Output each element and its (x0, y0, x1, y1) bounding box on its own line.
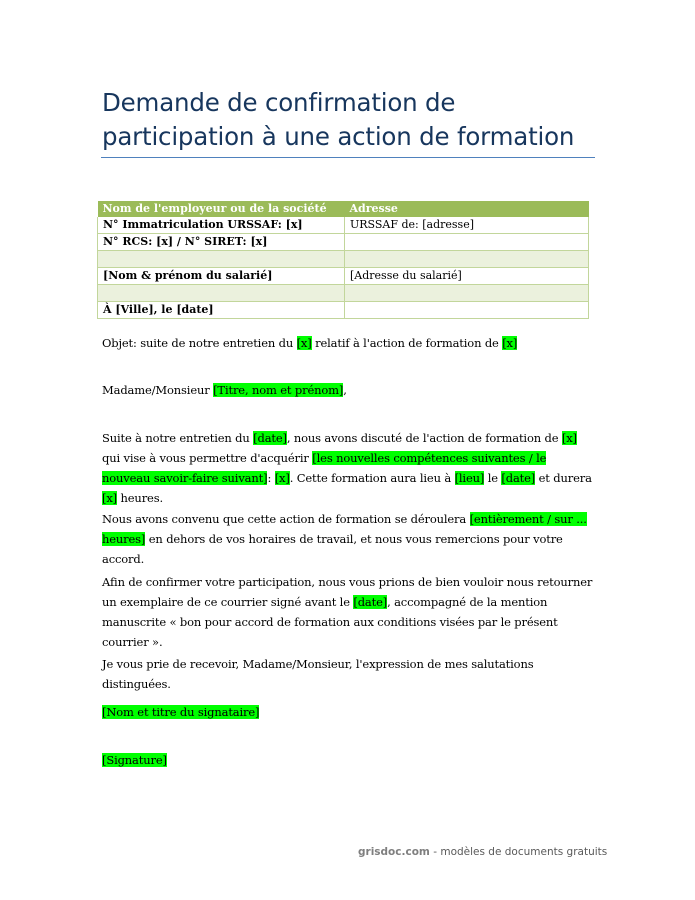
paragraph-text: heures. (117, 491, 163, 505)
salutation-line (102, 380, 597, 400)
placeholder-highlight: [date] (253, 431, 287, 445)
placeholder-highlight: [date] (353, 595, 388, 609)
paragraph-text: . Cette formation aura lieu à (289, 471, 455, 485)
placeholder-highlight: [lieu] (454, 471, 485, 485)
paragraph-text: Suite à notre entretien du (102, 431, 254, 445)
signatory-line (102, 702, 597, 722)
paragraph-confirmation (102, 572, 597, 652)
rcs-siret-cell: N° RCS: [x] / N° SIRET: [x] (98, 234, 345, 251)
salutation-text: , (343, 383, 347, 397)
empty-cell (345, 285, 589, 302)
salutation-text: Madame/Monsieur (102, 383, 214, 397)
empty-cell (345, 302, 589, 319)
title-underline (101, 157, 595, 158)
address-header: Adresse (345, 201, 589, 217)
table-row (98, 302, 589, 319)
table-row (98, 285, 589, 302)
paragraph-text: qui vise à vous permettre d'acquérir (102, 451, 313, 465)
paragraph-text: et durera (535, 471, 592, 485)
placeholder-highlight: [Nom et titre du signataire] (102, 705, 260, 719)
paragraph-text: , accompagné de la mention manuscrite « bon pour accord de formation aux conditions visées par le présent courrier ». (102, 595, 558, 649)
table-row (98, 217, 589, 234)
paragraph-text: Afin de confirmer votre participation, nous vous prions de bien vouloir nous retourner un exemplaire de ce courrier signé avant le (102, 575, 593, 609)
table-row (98, 268, 589, 285)
empty-cell (345, 251, 589, 268)
urssaf-number-cell: N° Immatriculation URSSAF: [x] (98, 217, 345, 234)
placeholder-highlight: [x] (296, 336, 312, 350)
empty-cell (98, 285, 345, 302)
paragraph-text: : (267, 471, 275, 485)
place-date-cell: À [Ville], le [date] (98, 302, 345, 319)
paragraph-text: , nous avons discuté de l'action de formation de (286, 431, 562, 445)
footer-text: - modèles de documents gratuits (429, 846, 608, 858)
paragraph-schedule (102, 509, 597, 569)
empty-cell (345, 234, 589, 251)
closing-line: Je vous prie de recevoir, Madame/Monsieur, l'expression de mes salutations distinguées. (102, 657, 534, 691)
footer (358, 846, 608, 858)
employer-header: Nom de l'employeur ou de la société (98, 201, 345, 217)
placeholder-highlight: [entièrement / sur ... heures] (102, 512, 587, 546)
placeholder-highlight: [Signature] (102, 753, 167, 767)
placeholder-highlight: [les nouvelles compétences suivantes / le nouveau savoir-faire suivant] (102, 451, 547, 485)
footer-site-name: grisdoc.com (358, 846, 430, 858)
document-title: Demande de confirmation de participation à une action de formation (102, 88, 575, 151)
urssaf-address-cell: URSSAF de: [adresse] (345, 217, 589, 234)
placeholder-highlight: [Titre, nom et prénom] (213, 383, 344, 397)
placeholder-highlight: [x] (502, 336, 518, 350)
signature-line (102, 750, 597, 770)
object-line (102, 333, 597, 353)
object-text: relatif à l'action de formation de (311, 336, 503, 350)
table-row (98, 234, 589, 251)
employee-address-cell: [Adresse du salarié] (345, 268, 589, 285)
paragraph-text: le (484, 471, 502, 485)
paragraph-training-details (102, 428, 597, 508)
placeholder-highlight: [x] (561, 431, 577, 445)
object-text: Objet: suite de notre entretien du (102, 336, 297, 350)
placeholder-highlight: [date] (501, 471, 536, 485)
table-header-row (98, 201, 589, 217)
placeholder-highlight: [x] (274, 471, 290, 485)
paragraph-text: Nous avons convenu que cette action de formation se déroulera (102, 512, 470, 526)
employer-info-table (97, 201, 589, 319)
paragraph-text: en dehors de vos horaires de travail, et nous vous remercions pour votre accord. (102, 532, 563, 566)
employee-name-cell: [Nom & prénom du salarié] (98, 268, 345, 285)
table-row (98, 251, 589, 268)
placeholder-highlight: [x] (102, 491, 118, 505)
empty-cell (98, 251, 345, 268)
